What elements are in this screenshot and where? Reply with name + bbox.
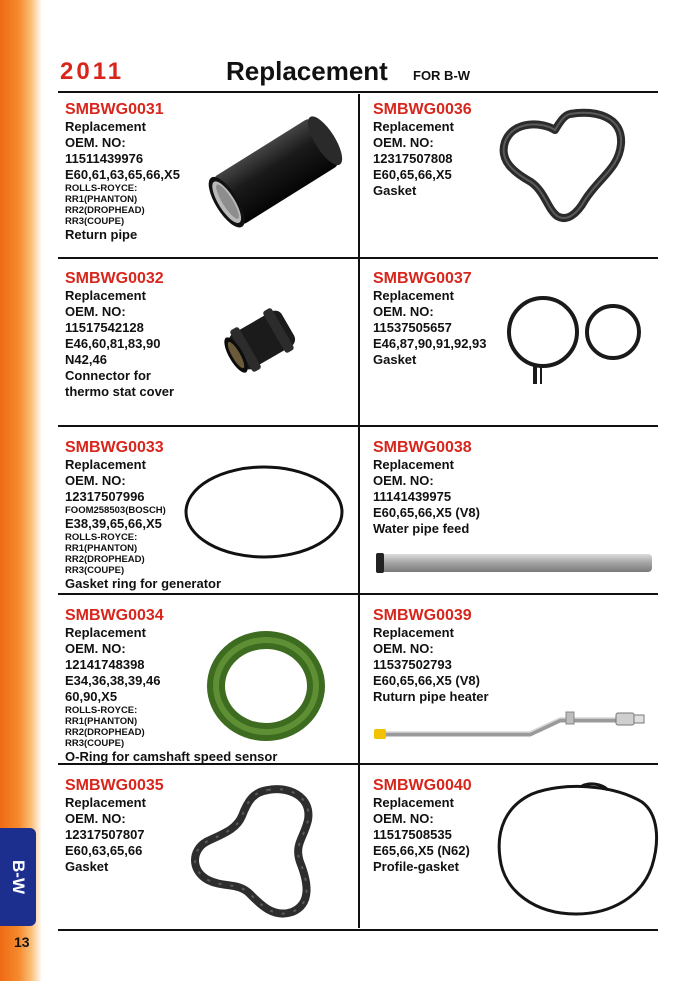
product-code: SMBWG0037 xyxy=(373,270,472,287)
page-number: 13 xyxy=(14,934,30,950)
product-smbwg0037 xyxy=(373,270,487,368)
product-code: SMBWG0036 xyxy=(373,101,472,118)
oem-label: OEM. NO: xyxy=(65,304,126,319)
product-description: Gasket xyxy=(65,859,109,874)
product-type: Replacement xyxy=(373,288,454,303)
rr-note: RR3(COUPE) xyxy=(65,565,125,576)
rr-note: RR3(COUPE) xyxy=(65,738,125,749)
product-description-cont: thermo stat cover xyxy=(65,384,175,399)
oem-label: OEM. NO: xyxy=(373,641,434,656)
product-type: Replacement xyxy=(65,288,146,303)
product-code: SMBWG0031 xyxy=(65,101,164,118)
oem-label: OEM. NO: xyxy=(373,811,434,826)
oem-number: 11537502793 xyxy=(373,657,452,672)
o-ring-image xyxy=(204,628,329,743)
product-smbwg0036 xyxy=(373,101,472,199)
product-type: Replacement xyxy=(373,457,454,472)
oem-label: OEM. NO: xyxy=(65,811,126,826)
oem-number: 11537505657 xyxy=(373,320,452,335)
compatible-models: E46,87,90,91,92,93 xyxy=(373,336,487,351)
oem-number: 11517542128 xyxy=(65,320,144,335)
product-code: SMBWG0034 xyxy=(65,607,164,624)
heater-pipe-image xyxy=(370,710,650,750)
product-description: O-Ring for camshaft speed sensor xyxy=(65,749,278,764)
product-description: Profile-gasket xyxy=(373,859,459,874)
product-smbwg0032 xyxy=(65,270,174,400)
column-divider xyxy=(358,94,360,928)
section-tab-label: B-W xyxy=(9,860,28,894)
oem-label: OEM. NO: xyxy=(65,641,126,656)
compatible-models: E60,65,66,X5 (V8) xyxy=(373,673,480,688)
connector-image xyxy=(220,298,305,383)
product-type: Replacement xyxy=(65,625,146,640)
oem-label: OEM. NO: xyxy=(373,304,434,319)
product-smbwg0040 xyxy=(373,777,472,875)
compatible-engines: N42,46 xyxy=(65,352,107,367)
rr-note: ROLLS-ROYCE: xyxy=(65,705,138,716)
header-rule xyxy=(58,91,658,93)
rr-note: RR1(PHANTON) xyxy=(65,194,138,205)
oem-label: OEM. NO: xyxy=(65,473,126,488)
page-subtitle: FOR B-W xyxy=(413,68,471,83)
product-description: Connector for xyxy=(65,368,151,383)
product-code: SMBWG0033 xyxy=(65,439,164,456)
rr-note: RR1(PHANTON) xyxy=(65,716,138,727)
compatible-models: E60,63,65,66 xyxy=(65,843,143,858)
compatible-models: E65,66,X5 (N62) xyxy=(373,843,470,858)
rr-note: ROLLS-ROYCE: xyxy=(65,183,138,194)
product-type: Replacement xyxy=(373,625,454,640)
oem-number: 12317507807 xyxy=(65,827,145,842)
oem-number: 12317507996 xyxy=(65,489,145,504)
page-title: Replacement xyxy=(226,56,388,86)
product-smbwg0039 xyxy=(373,607,489,705)
compatible-models: E60,65,66,X5 xyxy=(373,167,452,182)
oem-alt-number: FOOM258503(BOSCH) xyxy=(65,505,166,516)
compatible-models: E38,39,65,66,X5 xyxy=(65,516,162,531)
gasket-image xyxy=(180,778,345,928)
rr-note: RR2(DROPHEAD) xyxy=(65,554,145,565)
oem-label: OEM. NO: xyxy=(373,135,434,150)
rr-note: RR2(DROPHEAD) xyxy=(65,205,145,216)
rr-note: RR3(COUPE) xyxy=(65,216,125,227)
return-pipe-image xyxy=(200,112,350,232)
product-type: Replacement xyxy=(373,795,454,810)
product-smbwg0035 xyxy=(65,777,164,875)
product-code: SMBWG0038 xyxy=(373,439,472,456)
rr-note: RR1(PHANTON) xyxy=(65,543,138,554)
product-description: Gasket xyxy=(373,352,417,367)
oem-number: 12317507808 xyxy=(373,151,453,166)
product-description: Water pipe feed xyxy=(373,521,470,536)
compatible-models: E34,36,38,39,46 xyxy=(65,673,161,688)
twin-ring-gasket-image xyxy=(505,290,650,390)
product-smbwg0038 xyxy=(373,439,480,537)
product-type: Replacement xyxy=(65,119,146,134)
water-pipe-image xyxy=(372,548,657,578)
compatible-models: E46,60,81,83,90 xyxy=(65,336,161,351)
product-description: Gasket ring for generator xyxy=(65,576,222,591)
compatible-models: E60,65,66,X5 (V8) xyxy=(373,505,480,520)
section-tab xyxy=(0,828,36,926)
oem-number: 11141439975 xyxy=(373,489,452,504)
product-code: SMBWG0039 xyxy=(373,607,472,624)
product-description: Ruturn pipe heater xyxy=(373,689,489,704)
oem-label: OEM. NO: xyxy=(65,135,126,150)
compatible-models: E60,61,63,65,66,X5 xyxy=(65,167,180,182)
product-description: Gasket xyxy=(373,183,417,198)
gasket-image xyxy=(495,102,635,227)
footer-rule xyxy=(58,929,658,931)
product-smbwg0031 xyxy=(65,101,180,243)
compatible-models-cont: 60,90,X5 xyxy=(65,689,118,704)
oem-number: 11511439976 xyxy=(65,151,144,166)
product-type: Replacement xyxy=(65,457,146,472)
gasket-ring-image xyxy=(182,462,347,562)
oem-label: OEM. NO: xyxy=(373,473,434,488)
product-code: SMBWG0035 xyxy=(65,777,164,794)
product-type: Replacement xyxy=(373,119,454,134)
rr-note: RR2(DROPHEAD) xyxy=(65,727,145,738)
rr-note: ROLLS-ROYCE: xyxy=(65,532,138,543)
oem-number: 11517508535 xyxy=(373,827,452,842)
product-type: Replacement xyxy=(65,795,146,810)
profile-gasket-image xyxy=(492,780,662,920)
catalog-year: 2011 xyxy=(60,58,125,85)
product-code: SMBWG0040 xyxy=(373,777,472,794)
oem-number: 12141748398 xyxy=(65,657,145,672)
product-code: SMBWG0032 xyxy=(65,270,164,287)
product-description: Return pipe xyxy=(65,227,138,242)
